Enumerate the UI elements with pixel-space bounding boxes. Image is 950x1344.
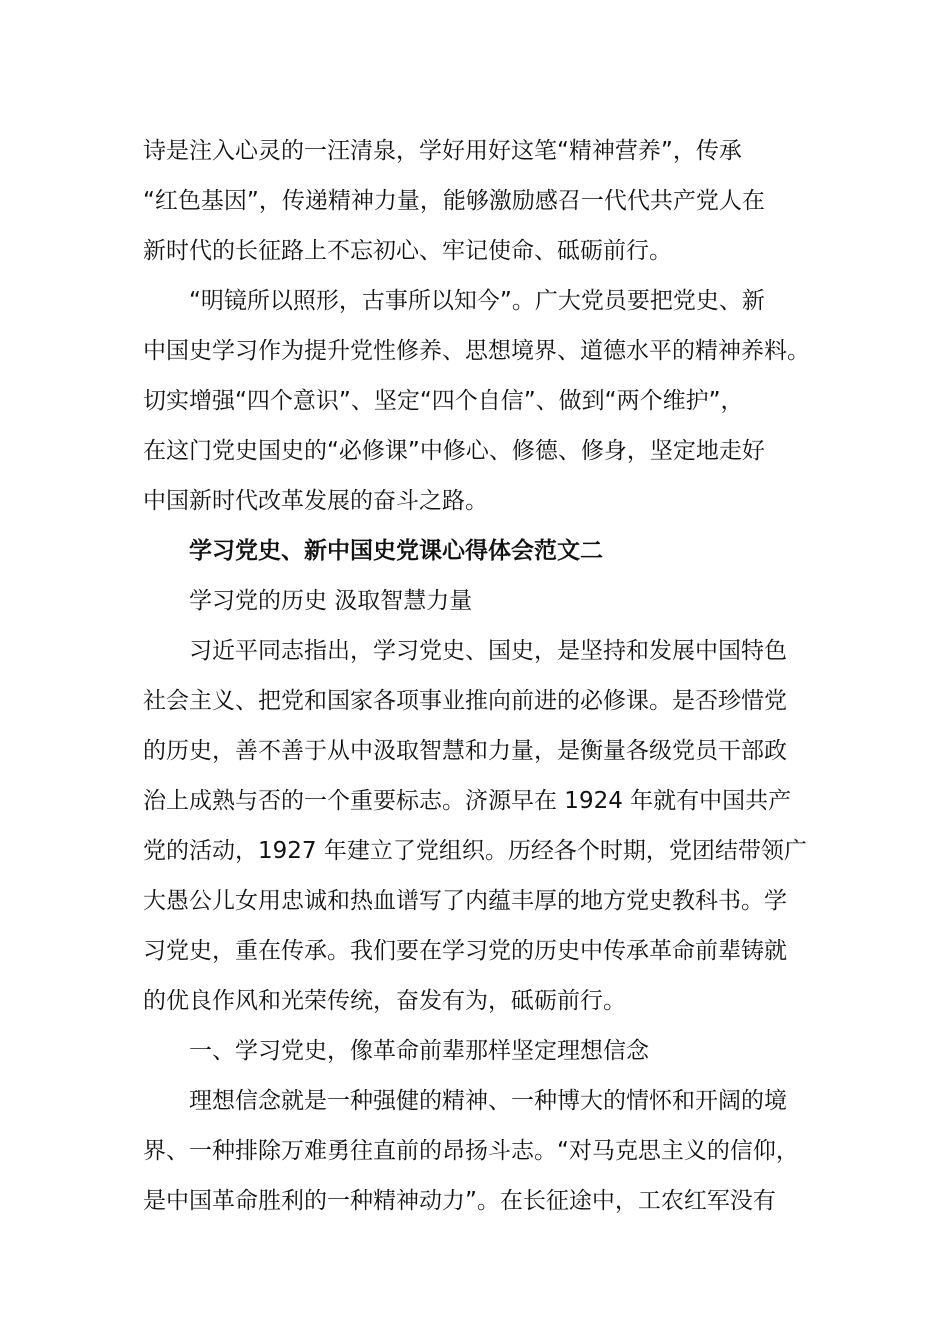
text-line: 切实增强“四个意识”、坚定“四个自信”、做到“两个维护”， bbox=[143, 388, 744, 414]
text-line: 新时代的长征路上不忘初心、牢记使命、砥砺前行。 bbox=[143, 238, 672, 264]
text-line: 在这门党史国史的“必修课”中修心、修德、修身，坚定地走好 bbox=[143, 438, 765, 464]
text-line: “红色基因”，传递精神力量，能够激励感召一代代共产党人在 bbox=[143, 188, 765, 214]
text-line: 治上成熟与否的一个重要标志。济源早在 1924 年就有中国共产 bbox=[143, 788, 792, 814]
text-line: 大愚公儿女用忠诚和热血谱写了内蕴丰厚的地方党史教科书。学 bbox=[143, 888, 787, 914]
text-line: 的历史，善不善于从中汲取智慧和力量，是衡量各级党员干部政 bbox=[143, 738, 787, 764]
text-line: 的优良作风和光荣传统，奋发有为，砥砺前行。 bbox=[143, 988, 626, 1014]
text-line: 中国新时代改革发展的奋斗之路。 bbox=[143, 488, 488, 514]
text-line: 习近平同志指出，学习党史、国史，是坚持和发展中国特色 bbox=[189, 638, 787, 664]
subsection-heading: 一、学习党史，像革命前辈那样坚定理想信念 bbox=[189, 1038, 649, 1064]
text-line: 是中国革命胜利的一种精神动力”。在长征途中，工农红军没有 bbox=[143, 1188, 776, 1214]
text-line: “明镜所以照形，古事所以知今”。广大党员要把党史、新 bbox=[189, 288, 765, 314]
text-line: 界、一种排除万难勇往直前的昂扬斗志。“对马克思主义的信仰， bbox=[143, 1138, 799, 1164]
article-title: 学习党的历史 汲取智慧力量 bbox=[189, 588, 473, 614]
text-line: 党的活动，1927 年建立了党组织。历经各个时期，党团结带领广 bbox=[143, 838, 807, 864]
text-line: 社会主义、把党和国家各项事业推向前进的必修课。是否珍惜党 bbox=[143, 688, 787, 714]
text-line: 中国史学习作为提升党性修养、思想境界、道德水平的精神养料。 bbox=[143, 338, 810, 364]
section-heading: 学习党史、新中国史党课心得体会范文二 bbox=[189, 538, 603, 564]
document-body bbox=[143, 126, 810, 1226]
text-line: 习党史，重在传承。我们要在学习党的历史中传承革命前辈铸就 bbox=[143, 938, 787, 964]
text-line: 理想信念就是一种强健的精神、一种博大的情怀和开阔的境 bbox=[189, 1088, 787, 1114]
text-line: 诗是注入心灵的一汪清泉，学好用好这笔“精神营养”，传承 bbox=[143, 138, 742, 164]
